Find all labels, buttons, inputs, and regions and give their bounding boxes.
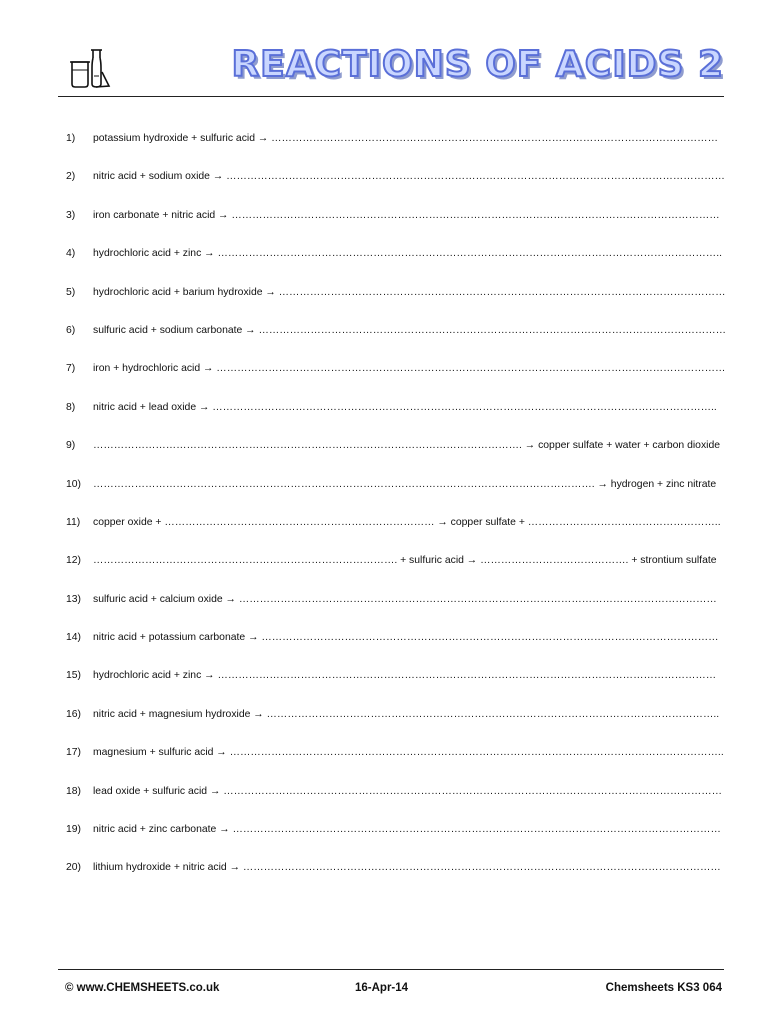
question-text: nitric acid + magnesium hydroxide → ………………………………………………………………………………………………………………….. (93, 708, 720, 720)
sheet-reference: Chemsheets KS3 064 (605, 982, 722, 994)
question-number: 7) (66, 363, 76, 375)
question-number: 11) (66, 516, 81, 528)
question-text: nitric acid + zinc carbonate → …………………………………………………………………………………………………………………………… (93, 824, 721, 836)
question-number: 20) (66, 862, 82, 874)
question-text: nitric acid + potassium carbonate → …………………………………………………………………………………………………………………… (93, 632, 719, 644)
question-row (66, 321, 726, 359)
question-row (66, 858, 726, 896)
question-number: 6) (66, 324, 76, 336)
question-number: 15) (66, 670, 82, 682)
question-row (66, 551, 726, 589)
question-text: hydrochloric acid + zinc → ……………………………………………………………………………………………………………………………… (93, 670, 717, 682)
question-number: 2) (66, 171, 76, 183)
question-number: 1) (66, 133, 76, 144)
question-text: lead oxide + sulfuric acid → ……………………………………………………………………………………………………………………………… (93, 785, 722, 797)
question-row (66, 283, 726, 321)
question-text: lithium hydroxide + nitric acid → ………………………………………………………………………………………………………………………… (93, 862, 721, 874)
question-number: 13) (66, 593, 82, 605)
page-header (58, 40, 724, 97)
question-row (66, 129, 726, 167)
question-number: 16) (66, 708, 82, 720)
question-number: 5) (66, 286, 76, 298)
question-text: magnesium + sulfuric acid → …………………………………………………………………………………………………………………………….. (93, 747, 724, 759)
question-number: 3) (66, 209, 76, 221)
question-text: iron carbonate + nitric acid → …………………………………………………………………………………………………………………………… (93, 209, 720, 221)
question-number: 17) (66, 747, 82, 759)
question-text: potassium hydroxide + sulfuric acid → ………………………………………………………………………………………………………………… (93, 133, 718, 144)
question-number: 14) (66, 632, 82, 644)
question-number: 10) (66, 478, 82, 490)
question-text: hydrochloric acid + zinc → ……………………………………………………………………………………………………………………………….. (93, 248, 722, 260)
question-list (66, 129, 726, 897)
question-text: iron + hydrochloric acid → ………………………………………………………………………………………………………………………………… (93, 363, 726, 375)
question-number: 12) (66, 555, 82, 567)
question-row (66, 359, 726, 397)
question-row (66, 782, 726, 820)
question-row (66, 743, 726, 781)
question-row (66, 436, 726, 474)
question-text: hydrochloric acid + barium hydroxide → ………………………………………………………………………………………………………………… (93, 286, 726, 298)
page-footer (58, 969, 724, 994)
question-number: 8) (66, 401, 76, 413)
question-number: 19) (66, 824, 82, 836)
question-row (66, 244, 726, 282)
question-text: copper oxide + …………………………………………………………………… → copper sulfate + ……………………………………………….. (93, 516, 721, 528)
question-row (66, 398, 726, 436)
question-text: sulfuric acid + sodium carbonate → ……………………………………………………………………………………………………………………… (93, 324, 727, 336)
question-row (66, 590, 726, 628)
question-row (66, 513, 726, 551)
question-text: ……………………………………………………………………………………………………………. → copper sulfate + water + carbon dioxide (93, 440, 721, 452)
question-text: nitric acid + sodium oxide → ……………………………………………………………………………………………………………………………… (93, 171, 725, 183)
question-row (66, 206, 726, 244)
question-row (66, 820, 726, 858)
question-row (66, 705, 726, 743)
copyright-text: © www.CHEMSHEETS.co.uk (65, 982, 220, 994)
question-number: 4) (66, 248, 76, 260)
question-number: 18) (66, 785, 82, 797)
page-title: REACTIONS OF ACIDS 2 (231, 44, 724, 85)
question-text: ………………………………………………………………………………………………………………………………. → hydrogen + zinc nitrate (93, 478, 717, 490)
question-row (66, 167, 726, 205)
question-text: ……………………………………………………………………………. + sulfuric acid → ……………………………………. + strontium sulfate (93, 555, 717, 567)
question-row (66, 628, 726, 666)
question-text: nitric acid + lead oxide → ……………………………………………………………………………………………………………………………….. (93, 401, 717, 413)
question-row (66, 475, 726, 513)
question-row (66, 666, 726, 704)
question-number: 9) (66, 440, 76, 452)
lab-glassware-icon (66, 46, 112, 90)
date-text: 16-Apr-14 (355, 982, 409, 994)
question-text: sulfuric acid + calcium oxide → ………………………………………………………………………………………………………………………… (93, 593, 717, 605)
